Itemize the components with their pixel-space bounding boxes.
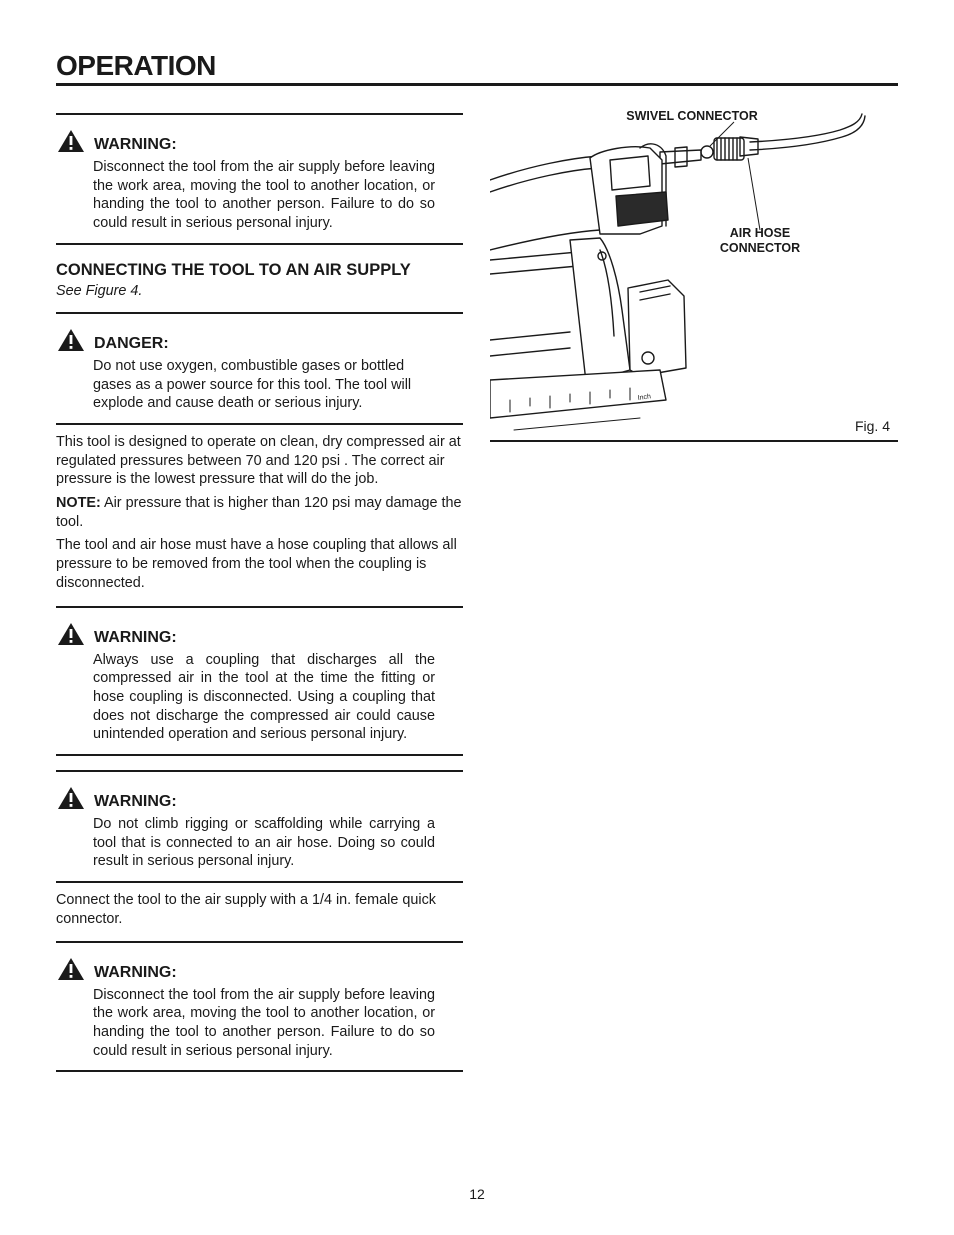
page-number: 12 — [469, 1186, 485, 1202]
warning-box-disconnect — [56, 115, 463, 243]
danger-title: DANGER: — [94, 334, 169, 352]
figure-4 — [490, 100, 898, 442]
warning-triangle-icon — [57, 328, 85, 352]
page-title: OPERATION — [56, 50, 216, 81]
warning-text: Do not climb rigging or scaffolding while carrying a tool that is connected to an air hose. Doing so could result in serious personal injury. — [93, 816, 435, 870]
warning-title: WARNING: — [94, 963, 177, 981]
scale-text: Inch — [637, 393, 652, 402]
figure-rule — [490, 440, 898, 442]
pressure-paragraph: This tool is designed to operate on clean, dry compressed air at regulated pressures between 70 and 120 psi . The correct air pressure is the lowest pressure that will do the job. — [56, 433, 461, 488]
coupling-paragraph: The tool and air hose must have a hose coupling that allows all pressure to be removed from the tool when the coupling is disconnected. — [56, 537, 457, 591]
label-air-hose-line-2: CONNECTOR — [719, 241, 801, 255]
warning-triangle-icon — [57, 957, 85, 981]
left-column — [56, 113, 463, 1072]
warning-text: Always use a coupling that discharges all the compressed air in the tool at the time the fitting or hose coupling is disconnected. Using a coupling that does not discharge the compressed air could cause unintended operation and serious personal injury. — [93, 651, 435, 743]
warning-box-disconnect-bottom — [56, 943, 463, 1071]
divider — [56, 423, 463, 425]
connect-paragraph: Connect the tool to the air supply with a 1/4 in. female quick connector. — [56, 892, 436, 927]
warning-box-rigging — [56, 772, 463, 881]
warning-text: Disconnect the tool from the air supply before leaving the work area, moving the tool to another location, or handing the tool to another person. Failure to do so could result in serious personal injury. — [93, 159, 435, 232]
note-paragraph — [56, 494, 463, 531]
note-label: NOTE: — [56, 495, 101, 512]
figure-caption: Fig. 4 — [854, 418, 890, 434]
divider — [56, 1070, 463, 1072]
label-air-hose-connector — [710, 226, 810, 256]
warning-triangle-icon — [57, 786, 85, 810]
section-heading: CONNECTING THE TOOL TO AN AIR SUPPLY — [56, 260, 411, 279]
label-swivel-connector: SWIVEL CONNECTOR — [626, 109, 758, 123]
warning-triangle-icon — [57, 129, 85, 153]
warning-text: Disconnect the tool from the air supply before leaving the work area, moving the tool to another location, or handing the tool to another person. Failure to do so could result in serious personal injury. — [93, 986, 435, 1059]
divider — [56, 881, 463, 883]
see-figure-reference: See Figure 4. — [56, 282, 143, 299]
warning-title: WARNING: — [94, 793, 177, 811]
warning-box-coupling — [56, 608, 463, 755]
label-air-hose-line-1: AIR HOSE — [729, 226, 791, 240]
warning-title: WARNING: — [94, 628, 177, 646]
warning-triangle-icon — [57, 622, 85, 646]
title-rule — [56, 83, 898, 86]
warning-title: WARNING: — [94, 136, 177, 153]
nailer-illustration — [490, 100, 898, 440]
note-text: Air pressure that is higher than 120 psi may damage the tool. — [56, 495, 462, 530]
divider — [56, 243, 463, 245]
danger-text: Do not use oxygen, combustible gases or bottled gases as a power source for this tool. The tool will explode and cause death or serious injury. — [93, 357, 412, 412]
danger-box — [56, 314, 463, 423]
